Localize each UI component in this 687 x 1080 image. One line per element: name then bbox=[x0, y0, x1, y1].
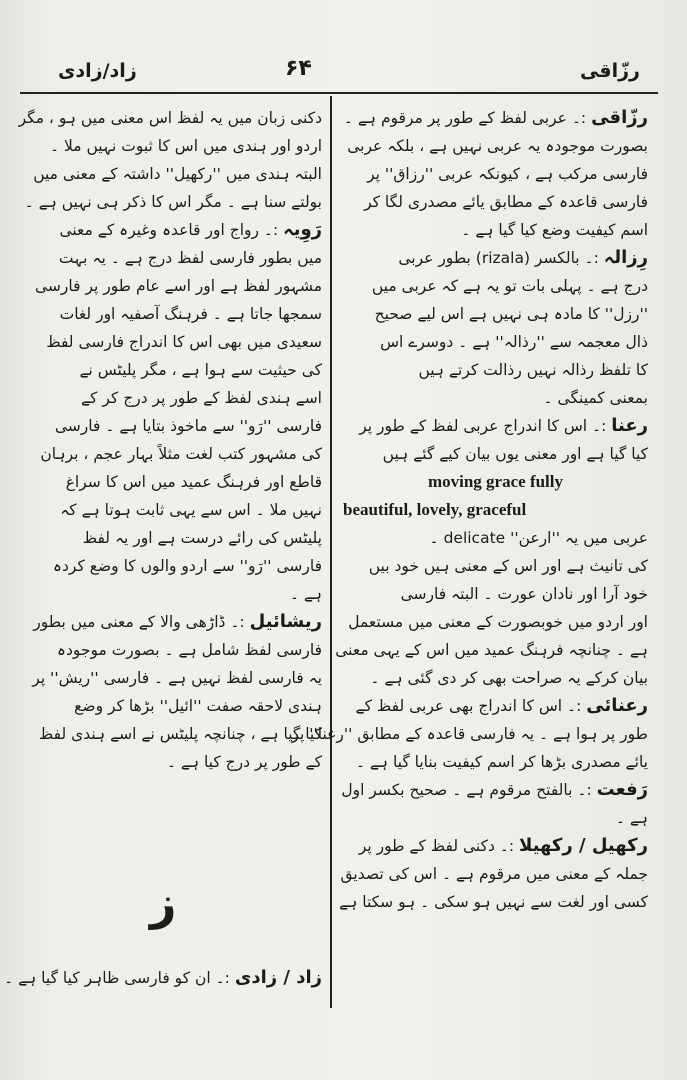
line-text: البتہ ہندی میں ''رکھیل'' داشتہ کے معنی میں bbox=[33, 165, 322, 183]
text-line bbox=[24, 664, 322, 692]
entry-headword: ریشائیل bbox=[249, 611, 322, 632]
text-line bbox=[24, 160, 322, 188]
line-text: :۔ اس کا اندراج عربی لفظ کے طور پر bbox=[359, 417, 607, 435]
line-text: طور پر ہوا ہے ۔ یہ فارسی قاعدہ کے مطابق ''رعنا'' پر bbox=[291, 725, 648, 743]
text-line bbox=[24, 580, 322, 608]
entry-line bbox=[343, 692, 648, 720]
line-text: :۔ ڈاڑھی والا کے معنی میں بطور bbox=[33, 613, 245, 631]
line-text: فارسی قاعدہ کے مطابق یائے مصدری لگا کر bbox=[364, 193, 648, 211]
entry-headword: رعنائی bbox=[586, 695, 648, 716]
header-rule bbox=[20, 92, 658, 94]
text-line bbox=[24, 272, 322, 300]
line-text: سمجھا جاتا ہے ۔ فرہنگ آصفیہ اور لغات bbox=[59, 305, 322, 323]
line-text: اسم کیفیت وضع کیا گیا ہے ۔ bbox=[461, 221, 648, 239]
line-text: عربی میں یہ ''ارعن'' delicate ۔ bbox=[429, 529, 648, 547]
left-guide-word: زاد/زادی bbox=[58, 60, 137, 82]
text-line bbox=[343, 804, 648, 832]
entry-line bbox=[343, 104, 648, 132]
text-line bbox=[24, 412, 322, 440]
text-line bbox=[24, 720, 322, 748]
text-line bbox=[343, 384, 648, 412]
text-line bbox=[343, 328, 648, 356]
line-text: ہے ۔ چنانچہ فرہنگ عمید میں اس کے یہی معنی bbox=[335, 641, 648, 659]
text-line bbox=[24, 552, 322, 580]
line-text: اردو اور ہندی میں اس کا ثبوت نہیں ملا ۔ bbox=[49, 137, 322, 155]
english-gloss: beautiful, lovely, graceful bbox=[343, 500, 527, 519]
line-text: کی تانیث ہے اور اس کے معنی ہیں خود بیں bbox=[368, 557, 648, 575]
line-text: :۔ دکنی لفظ کے طور پر bbox=[358, 837, 515, 855]
line-text: نہیں ملا ۔ اس سے یہی ثابت ہوتا ہے کہ bbox=[60, 501, 322, 519]
text-line bbox=[24, 132, 322, 160]
line-text: کی حیثیت سے ہوا ہے ، مگر پلیٹس نے bbox=[79, 361, 322, 379]
text-line bbox=[335, 636, 648, 664]
column-divider bbox=[330, 96, 332, 1008]
line-text: اور اردو میں خوبصورت کے معنی میں مستعمل bbox=[348, 613, 648, 631]
text-line bbox=[24, 188, 322, 216]
text-line bbox=[343, 552, 648, 580]
line-text: :۔ رواج اور قاعدہ وغیرہ کے معنی bbox=[59, 221, 279, 239]
text-line bbox=[343, 524, 648, 552]
line-text: :۔ بالفتح مرقوم ہے ۔ صحیح بکسر اول bbox=[341, 781, 592, 799]
text-line bbox=[343, 748, 648, 776]
line-text: میں بطور فارسی لفظ درج ہے ۔ یہ بہت bbox=[58, 249, 322, 267]
text-line bbox=[343, 188, 648, 216]
line-text: یائے مصدری بڑھا کر اسم کیفیت بنایا گیا ہے ۔ bbox=[355, 753, 648, 771]
line-text: خود آرا اور نادان عورت ۔ البتہ فارسی bbox=[400, 585, 648, 603]
entry-headword: رَوِیہ bbox=[283, 219, 322, 240]
text-line bbox=[24, 356, 322, 384]
page-number: ۶۴ bbox=[285, 56, 312, 81]
text-line bbox=[24, 440, 322, 468]
text-line bbox=[24, 748, 322, 776]
entry-headword: رَفعت bbox=[596, 779, 648, 800]
line-text: پلیٹس کی رائے درست ہے اور یہ لفظ bbox=[82, 529, 322, 547]
entry-headword: رعنا bbox=[611, 415, 648, 436]
entry-line bbox=[24, 608, 322, 636]
line-text: کا تلفظ رذالہ نہیں رذالت کرتے ہیں bbox=[418, 361, 648, 379]
entry-line bbox=[24, 216, 322, 244]
section-letter: ز bbox=[150, 876, 177, 930]
line-text: کیا گیا ہے اور معنی یوں بیان کیے گئے ہیں bbox=[382, 445, 648, 463]
line-text: اسے ہندی لفظ کے طور پر درج کر کے bbox=[80, 389, 322, 407]
line-text: :۔ بالکسر (rizala) بطور عربی bbox=[398, 249, 599, 267]
entry-line bbox=[343, 832, 648, 860]
line-text: کے طور پر درج کیا ہے ۔ bbox=[166, 753, 322, 771]
line-text: فارسی لفظ شامل ہے ۔ بصورت موجودہ bbox=[56, 641, 322, 659]
entry-headword: رزّاقی bbox=[591, 107, 648, 128]
entry-line bbox=[343, 776, 648, 804]
line-text: :۔ عربی لفظ کے طور پر مرقوم ہے ۔ bbox=[343, 109, 587, 127]
final-entry-headword: زاد / زادی bbox=[234, 967, 322, 988]
line-text: سعیدی میں بھی اس کا اندراج فارسی لفظ bbox=[46, 333, 322, 351]
text-line bbox=[24, 244, 322, 272]
line-text: فارسی ''رَو'' سے اردو والوں کا وضع کردہ bbox=[52, 557, 322, 575]
text-line bbox=[24, 496, 322, 524]
text-line bbox=[343, 664, 648, 692]
entry-headword: رکھیل / رکھیلا bbox=[519, 835, 648, 856]
line-text: ذال معجمہ سے ''رذالہ'' ہے ۔ دوسرے اس bbox=[380, 333, 648, 351]
entry-line bbox=[343, 412, 648, 440]
text-line bbox=[24, 692, 322, 720]
text-line bbox=[343, 272, 648, 300]
text-line bbox=[291, 720, 648, 748]
text-line bbox=[24, 468, 322, 496]
line-text: ہے ۔ bbox=[289, 585, 322, 603]
page-header bbox=[20, 54, 660, 94]
line-text: ہے ۔ bbox=[615, 809, 648, 827]
line-text: ''رزل'' کا مادہ ہی نہیں ہے اس لیے صحیح bbox=[374, 305, 648, 323]
line-text: دکنی زبان میں یہ لفظ اس معنی میں ہو ، مگر bbox=[18, 109, 322, 127]
text-line bbox=[24, 524, 322, 552]
right-guide-word: رزّاقی bbox=[579, 60, 640, 82]
line-text: جملہ کے معنی میں مرقوم ہے ۔ اس کی تصدیق bbox=[340, 865, 648, 883]
text-line bbox=[343, 160, 648, 188]
line-text: فارسی ''رَو'' سے ماخوذ بتایا ہے ۔ فارسی bbox=[54, 417, 322, 435]
line-text: فارسی مرکب ہے ، کیونکہ عربی ''رزاق'' پر bbox=[367, 165, 648, 183]
line-text: بولتے سنا ہے ۔ مگر اس کا ذکر ہی نہیں ہے ۔ bbox=[24, 193, 322, 211]
text-line bbox=[339, 888, 648, 916]
line-text: کی مشہور کتب لغت مثلاً بہار عجم ، برہان bbox=[40, 445, 322, 463]
line-text: قاطع اور فرہنگ عمید میں اس کا سراغ bbox=[65, 473, 322, 491]
line-text: درج ہے ۔ پہلی بات تو یہ ہے کہ عربی میں bbox=[371, 277, 648, 295]
english-gloss: moving grace fully bbox=[427, 472, 564, 491]
line-text: بیان کرکے یہ صراحت بھی کر دی گئی ہے ۔ bbox=[370, 669, 648, 687]
line-text: بصورت موجودہ یہ عربی نہیں ہے ، بلکہ عربی bbox=[347, 137, 648, 155]
text-line bbox=[24, 384, 322, 412]
text-line bbox=[343, 216, 648, 244]
text-line bbox=[24, 300, 322, 328]
final-entry bbox=[4, 964, 322, 992]
text-line bbox=[24, 636, 322, 664]
line-text: مشہور لفظ ہے اور اسے عام طور پر فارسی bbox=[35, 277, 322, 295]
line-text: ہندی لاحقہ صفت ''ائیل'' بڑھا کر وضع bbox=[74, 697, 322, 715]
text-line bbox=[343, 356, 648, 384]
final-entry-text: :۔ ان کو فارسی ظاہر کیا گیا ہے ۔ bbox=[4, 969, 230, 987]
text-line bbox=[343, 132, 648, 160]
entry-headword: رِزالہ bbox=[603, 247, 648, 268]
text-line bbox=[18, 104, 322, 132]
line-text: بمعنی کمینگی ۔ bbox=[543, 389, 648, 407]
left-column bbox=[18, 104, 322, 776]
line-text: کیا گیا ہے ، چنانچہ پلیٹس نے اسے ہندی لفظ bbox=[38, 725, 322, 743]
line-text: :۔ اس کا اندراج بھی عربی لفظ کے bbox=[355, 697, 582, 715]
entry-line bbox=[343, 244, 648, 272]
text-line bbox=[343, 300, 648, 328]
text-line bbox=[343, 440, 648, 468]
text-line bbox=[343, 608, 648, 636]
text-line bbox=[343, 580, 648, 608]
line-text: یہ فارسی لفظ نہیں ہے ۔ فارسی ''ریش'' پر bbox=[32, 669, 322, 687]
text-line bbox=[340, 860, 648, 888]
text-line bbox=[24, 328, 322, 356]
line-text: کسی اور لغت سے نہیں ہو سکی ۔ ہو سکتا ہے bbox=[339, 893, 648, 911]
